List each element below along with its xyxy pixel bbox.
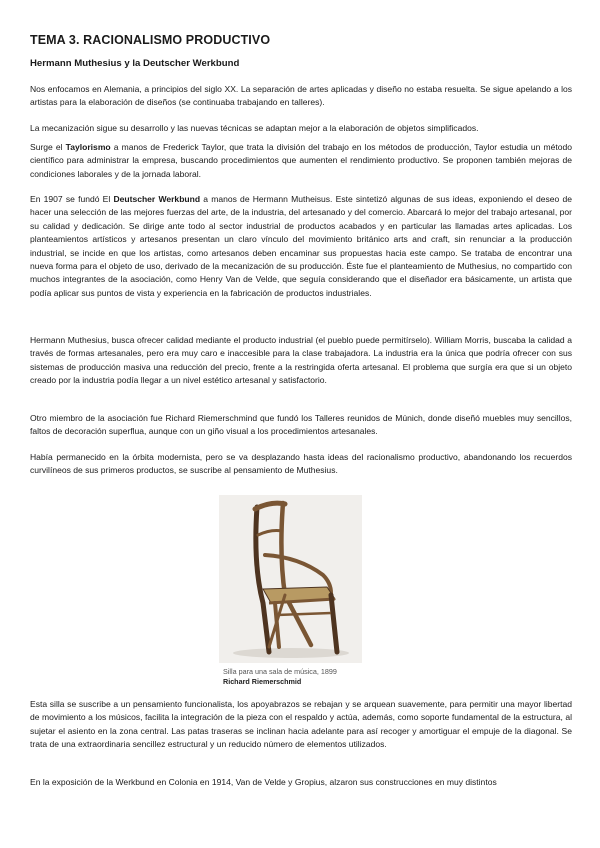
paragraph-7: Había permanecido en la órbita modernista, pero se va desplazando hasta ideas del racionalismo productivo, abandonando los recuerdos curvilíneos de sus primeros productos, se suscribe al pensamiento de Muthesius. xyxy=(30,452,572,476)
paragraph-5: Hermann Muthesius, busca ofrecer calidad mediante el producto industrial (el pueblo puede permitírselo). William Morris, buscaba la calidad a través de formas artesanales, pero era muy caro e inaccesible para la clase trabajadora. La industria era la única que podría ofrecer con sus sistemas de producción masiva una reducción del precio, frente a la restringida oferta artesanal. El problema que surgía era que si un objeto creado por la industria podía llegar a un nivel estético artesanal y satisfactorio. xyxy=(30,335,572,386)
figure-caption-author: Richard Riemerschmid xyxy=(223,677,302,686)
chair-figure xyxy=(219,495,362,696)
werkbund-term: Deutscher Werkbund xyxy=(113,194,201,204)
paragraph-9: En la exposición de la Werkbund en Colonia en 1914, Van de Velde y Gropius, alzaron sus construcciones en muy distintos xyxy=(30,777,497,787)
chair-photo xyxy=(219,495,362,663)
paragraph-2: La mecanización sigue su desarrollo y las nuevas técnicas se adaptan mejor a la elaboración de objetos simplificados. xyxy=(30,123,479,133)
paragraph-3-pre: Surge el xyxy=(30,142,66,152)
figure-caption-title: Silla para una sala de música, 1899 xyxy=(223,667,337,676)
paragraph-4 xyxy=(30,193,572,300)
section-subtitle: Hermann Muthesius y la Deutscher Werkbund xyxy=(30,58,240,69)
paragraph-8: Esta silla se suscribe a un pensamiento funcionalista, los apoyabrazos se rebajan y se arquean suavemente, para permitir una mayor libertad de movimiento a los músicos, facilita la integración de la pieza con el respaldo y actúa, además, como soporte fundamental de la estructura, al sujetar el asiento en la zona central. Las patas traseras se inclinan hacia adelante para así recoger y amortiguar el empuje de la diagonal. Se trata de una extraordinaria sencillez estructural y un reducido número de elementos utilizados. xyxy=(30,699,572,750)
document-title: TEMA 3. RACIONALISMO PRODUCTIVO xyxy=(30,33,271,47)
paragraph-4-pre: En 1907 se fundó El xyxy=(30,194,114,204)
paragraph-3 xyxy=(30,141,572,181)
paragraph-3-post: a manos de Frederick Taylor, que trata la división del trabajo en los métodos de producción, Taylor estudia un método científico para administrar la empresa, buscando procedimientos que aumenten el rendimiento productivo. Se proponen también mejoras de condiciones laborales y de la jornada laboral. xyxy=(30,142,572,179)
paragraph-4-post: a manos de Hermann Mutheisus. Este sintetizó algunas de sus ideas, exponiendo el deseo de hacer una selección de las mejores fuerzas del arte, de la industria, del artesanado y del comercio. Abarcará lo mejor del trabajo artesanal, por su calidad y dedicación. Se dirige ante todo al sector industrial de productos acabados y en particular las llamadas artes aplicadas. Los planteamientos artísticos y artesanos presentan un claro vínculo del movimiento británico arts and craft, sin renunciar a la producción industrial, se incide en que los artistas, como artesanos deben encaminar sus propuestas hacia este campo. Se trataba de encontrar una nueva forma para el objeto de uso, derivado de la mecanización de su producción. Éste fue el planteamiento de Muthesius, no compartido con muchos integrantes de la asociación, como Henry Van de Velde, que seguía considerando que el diseñador era básicamente, un artista que podía aplicar sus puntos de vista y experiencia en la fabricación de productos industriales. xyxy=(30,194,572,298)
chair-illustration xyxy=(219,495,362,663)
paragraph-1: Nos enfocamos en Alemania, a principios del siglo XX. La separación de artes aplicadas y diseño no estaba resuelta. Se sigue apelando a los artistas para la elaboración de diseños (se continuaba trabajando en talleres). xyxy=(30,84,572,108)
taylorismo-term: Taylorismo xyxy=(65,142,111,152)
paragraph-6: Otro miembro de la asociación fue Richard Riemerschmind que fundó los Talleres reunidos de Múnich, donde diseñó muebles muy sencillos, faltos de decoración superflua, aunque con un giño visual a los procedimientos artesanales. xyxy=(30,413,572,437)
